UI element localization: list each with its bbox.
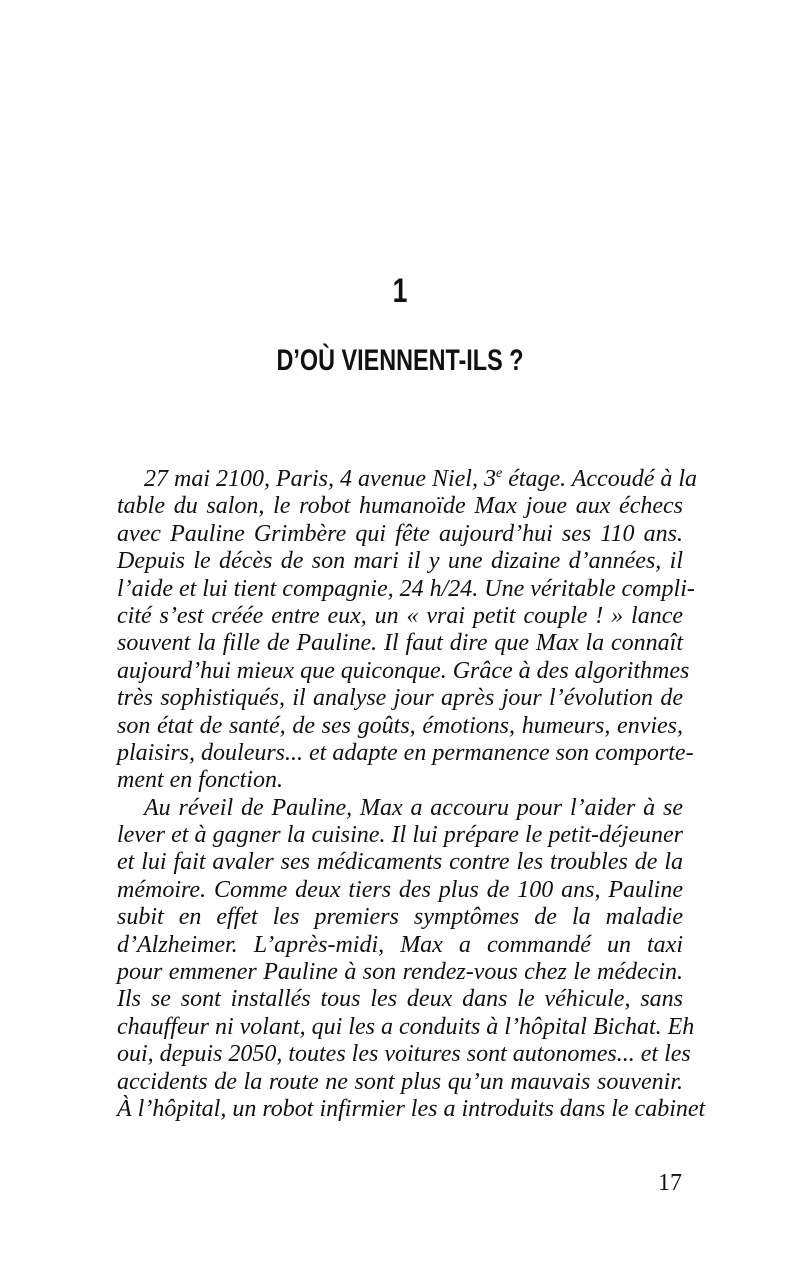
body-text <box>117 466 706 1123</box>
text-line: avec Pauline Grimbère qui fête aujourd’hui ses 110 ans. <box>117 520 683 547</box>
text-line: Ils se sont installés tous les deux dans le véhicule, sans <box>117 986 683 1013</box>
text-line: d’Alzheimer. L’après-midi, Max a commandé un taxi <box>117 931 683 958</box>
text-line: chauffeur ni volant, qui les a conduits à l’hôpital Bichat. Eh <box>117 1013 695 1040</box>
page-number: 17 <box>658 1170 682 1196</box>
text-line: pour emmener Pauline à son rendez-vous chez le médecin. <box>117 959 683 986</box>
text-line: l’aide et lui tient compagnie, 24 h/24. Une véritable compli- <box>117 575 695 602</box>
text-line: oui, depuis 2050, toutes les voitures sont autonomes... et les <box>117 1041 691 1068</box>
text-line: ment en fonction. <box>117 767 283 794</box>
text-line: mémoire. Comme deux tiers des plus de 100 ans, Pauline <box>117 876 683 903</box>
text-line: Au réveil de Pauline, Max a accouru pour l’aider à se <box>144 794 683 821</box>
text-line: très sophistiqués, il analyse jour après jour l’évolution de <box>117 685 683 712</box>
chapter-number: 1 <box>392 272 408 310</box>
text-line: À l’hôpital, un robot infirmier les a introduits dans le cabinet <box>117 1095 706 1122</box>
text-line: aujourd’hui mieux que quiconque. Grâce à des algorithmes <box>117 657 690 684</box>
chapter-title: D’OÙ VIENNENT-ILS ? <box>276 344 524 377</box>
superscript: e <box>495 466 503 481</box>
text-line: subit en effet les premiers symptômes de la maladie <box>117 904 683 931</box>
text-line: lever et à gagner la cuisine. Il lui prépare le petit-déjeuner <box>117 822 683 849</box>
text-line: table du salon, le robot humanoïde Max joue aux échecs <box>117 493 683 520</box>
text-line: Depuis le décès de son mari il y une dizaine d’années, il <box>117 548 683 575</box>
text-line: et lui fait avaler ses médicaments contre les troubles de la <box>117 849 683 876</box>
text-line: plaisirs, douleurs... et adapte en permanence son comporte- <box>117 739 694 766</box>
text-line: accidents de la route ne sont plus qu’un mauvais souvenir. <box>117 1068 683 1095</box>
text-line: 27 mai 2100, Paris, 4 avenue Niel, 3e étage. Accoudé à la <box>144 466 698 492</box>
text-line: son état de santé, de ses goûts, émotions, humeurs, envies, <box>117 712 683 739</box>
text-line: cité s’est créée entre eux, un « vrai petit couple ! » lance <box>117 602 683 629</box>
text-line: souvent la fille de Pauline. Il faut dire que Max la connaît <box>117 630 683 657</box>
